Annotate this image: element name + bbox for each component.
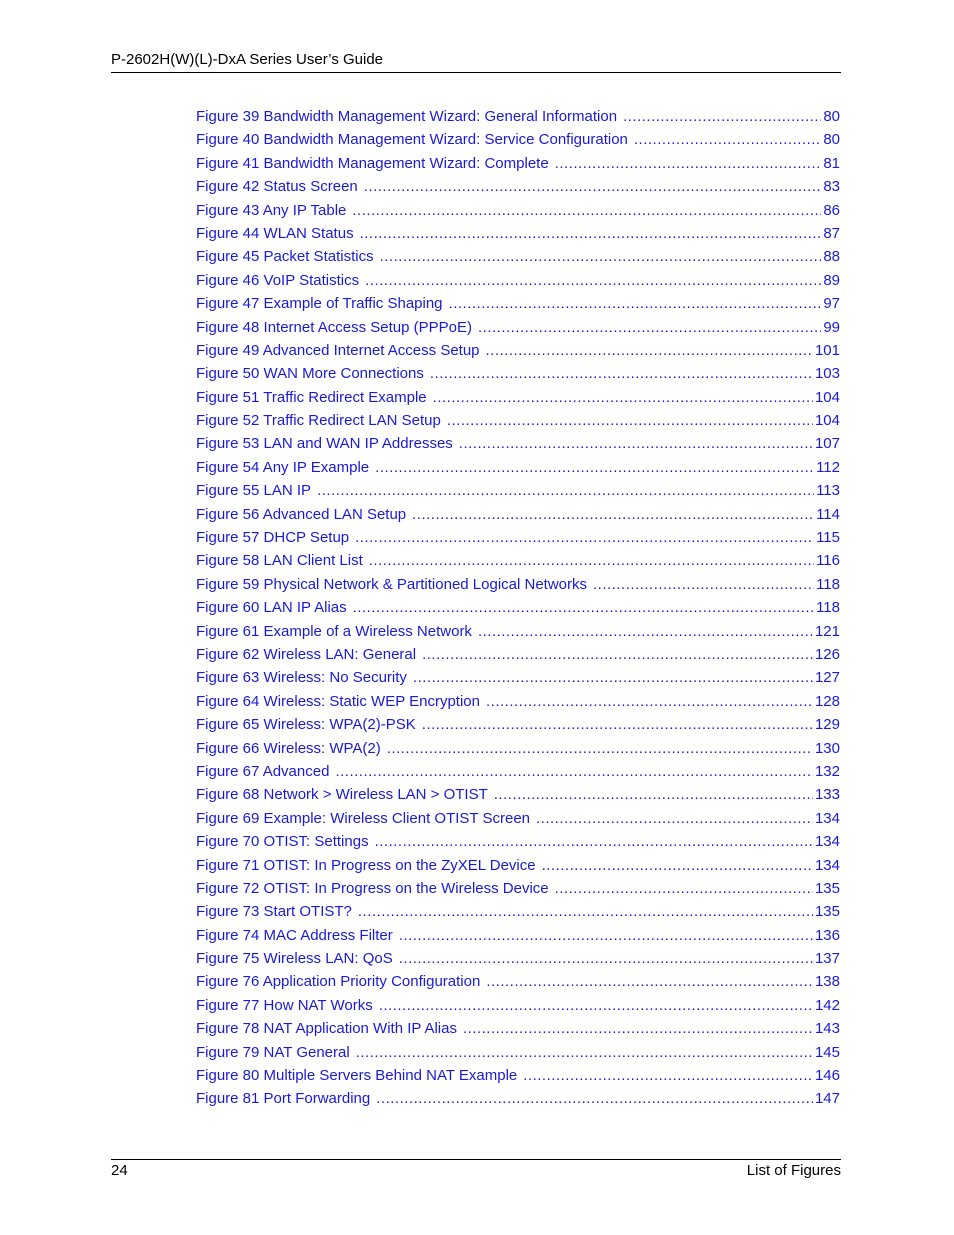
toc-entry-page[interactable]: 118 bbox=[816, 575, 840, 593]
dot-leader bbox=[486, 339, 813, 362]
dot-leader bbox=[542, 854, 813, 877]
toc-entry[interactable] bbox=[196, 175, 840, 198]
toc-entry[interactable] bbox=[196, 245, 840, 268]
toc-entry-page[interactable]: 81 bbox=[823, 154, 840, 172]
toc-entry-title[interactable]: Figure 48 Internet Access Setup (PPPoE) bbox=[196, 318, 472, 336]
toc-entry-page[interactable]: 133 bbox=[814, 786, 840, 804]
dot-leader bbox=[317, 479, 814, 502]
footer-section-title: List of Figures bbox=[746, 1162, 841, 1179]
header-divider bbox=[111, 72, 841, 73]
toc-entry-title[interactable]: Figure 46 VoIP Statistics bbox=[196, 271, 360, 289]
toc-entry-page[interactable]: 115 bbox=[816, 529, 840, 547]
dot-leader bbox=[555, 877, 813, 900]
toc-entry-title[interactable]: Figure 76 Application Priority Configuration bbox=[196, 973, 481, 991]
toc-entry-title[interactable]: Figure 44 WLAN Status bbox=[196, 224, 354, 242]
toc-entry-page[interactable]: 87 bbox=[823, 224, 840, 242]
toc-entry[interactable] bbox=[196, 128, 840, 151]
dot-leader bbox=[352, 199, 821, 222]
toc-entry[interactable] bbox=[196, 503, 840, 526]
toc-entry[interactable] bbox=[196, 830, 840, 853]
dot-leader bbox=[399, 947, 813, 970]
toc-entry-page[interactable]: 126 bbox=[814, 645, 840, 663]
toc-entry-title[interactable]: Figure 62 Wireless LAN: General bbox=[196, 645, 417, 663]
toc-entry-page[interactable]: 116 bbox=[816, 552, 840, 570]
toc-entry[interactable] bbox=[196, 596, 840, 619]
toc-entry-title[interactable]: Figure 60 LAN IP Alias bbox=[196, 599, 347, 617]
dot-leader bbox=[459, 432, 813, 455]
dot-leader bbox=[422, 713, 813, 736]
dot-leader bbox=[523, 1064, 813, 1087]
toc-entry[interactable] bbox=[196, 737, 840, 760]
footer-divider bbox=[111, 1159, 841, 1160]
toc-entry-title[interactable]: Figure 66 Wireless: WPA(2) bbox=[196, 739, 381, 757]
toc-entry[interactable] bbox=[196, 947, 840, 970]
dot-leader bbox=[379, 994, 813, 1017]
toc-entry-title[interactable]: Figure 81 Port Forwarding bbox=[196, 1090, 371, 1108]
toc-entry[interactable] bbox=[196, 573, 840, 596]
dot-leader bbox=[364, 175, 822, 198]
toc-entry-page[interactable]: 135 bbox=[814, 903, 840, 921]
toc-entry[interactable] bbox=[196, 409, 840, 432]
dot-leader bbox=[335, 760, 813, 783]
toc-entry-page[interactable]: 114 bbox=[816, 505, 840, 523]
toc-entry-page[interactable]: 101 bbox=[814, 341, 840, 359]
toc-entry-title[interactable]: Figure 68 Network > Wireless LAN > OTIST bbox=[196, 786, 488, 804]
toc-entry-title[interactable]: Figure 42 Status Screen bbox=[196, 178, 358, 196]
toc-entry[interactable] bbox=[196, 1064, 840, 1087]
toc-entry-page[interactable]: 145 bbox=[814, 1043, 840, 1061]
dot-leader bbox=[486, 690, 813, 713]
toc-entry-title[interactable]: Figure 78 NAT Application With IP Alias bbox=[196, 1020, 457, 1038]
dot-leader bbox=[360, 222, 822, 245]
toc-entry-title[interactable]: Figure 70 OTIST: Settings bbox=[196, 833, 369, 851]
toc-entry-page[interactable]: 147 bbox=[814, 1090, 840, 1108]
toc-entry-title[interactable]: Figure 71 OTIST: In Progress on the ZyXEL Device bbox=[196, 856, 536, 874]
dot-leader bbox=[365, 269, 821, 292]
toc-entry-page[interactable]: 99 bbox=[823, 318, 840, 336]
toc-entry[interactable] bbox=[196, 339, 840, 362]
toc-entry[interactable] bbox=[196, 760, 840, 783]
toc-entry-title[interactable]: Figure 77 How NAT Works bbox=[196, 996, 373, 1014]
toc-entry-page[interactable]: 112 bbox=[816, 458, 840, 476]
toc-entry-page[interactable]: 129 bbox=[814, 716, 840, 734]
toc-entry-title[interactable]: Figure 54 Any IP Example bbox=[196, 458, 370, 476]
footer-page-number: 24 bbox=[111, 1162, 128, 1179]
dot-leader bbox=[593, 573, 814, 596]
toc-entry-page[interactable]: 80 bbox=[823, 131, 840, 149]
toc-entry[interactable] bbox=[196, 316, 840, 339]
toc-entry[interactable] bbox=[196, 152, 840, 175]
toc-entry[interactable] bbox=[196, 970, 840, 993]
dot-leader bbox=[412, 503, 814, 526]
toc-entry[interactable] bbox=[196, 994, 840, 1017]
toc-entry[interactable] bbox=[196, 199, 840, 222]
dot-leader bbox=[413, 666, 813, 689]
dot-leader bbox=[375, 830, 813, 853]
toc-entry-title[interactable]: Figure 64 Wireless: Static WEP Encryption bbox=[196, 692, 480, 710]
toc-entry-page[interactable]: 103 bbox=[814, 365, 840, 383]
toc-entry-title[interactable]: Figure 55 LAN IP bbox=[196, 482, 312, 500]
toc-entry-title[interactable]: Figure 39 Bandwidth Management Wizard: General Information bbox=[196, 108, 618, 125]
toc-entry-page[interactable]: 134 bbox=[814, 833, 840, 851]
dot-leader bbox=[369, 549, 814, 572]
toc-entry[interactable] bbox=[196, 854, 840, 877]
toc-entry-page[interactable]: 137 bbox=[814, 950, 840, 968]
toc-entry[interactable] bbox=[196, 549, 840, 572]
toc-entry-page[interactable]: 130 bbox=[814, 739, 840, 757]
toc-entry[interactable] bbox=[196, 1087, 840, 1110]
toc-entry[interactable] bbox=[196, 783, 840, 806]
dot-leader bbox=[623, 105, 821, 128]
toc-entry[interactable] bbox=[196, 643, 840, 666]
toc-entry[interactable] bbox=[196, 362, 840, 385]
dot-leader bbox=[478, 316, 821, 339]
toc-entry-page[interactable]: 80 bbox=[823, 108, 840, 125]
toc-entry-title[interactable]: Figure 49 Advanced Internet Access Setup bbox=[196, 341, 480, 359]
toc-entry-title[interactable]: Figure 52 Traffic Redirect LAN Setup bbox=[196, 412, 441, 430]
toc-entry[interactable] bbox=[196, 666, 840, 689]
dot-leader bbox=[422, 643, 813, 666]
toc-entry-title[interactable]: Figure 73 Start OTIST? bbox=[196, 903, 352, 921]
toc-entry-title[interactable]: Figure 74 MAC Address Filter bbox=[196, 926, 393, 944]
dot-leader bbox=[358, 900, 813, 923]
toc-entry-title[interactable]: Figure 69 Example: Wireless Client OTIST Screen bbox=[196, 809, 531, 827]
toc-entry[interactable] bbox=[196, 690, 840, 713]
dot-leader bbox=[430, 362, 813, 385]
toc-entry-page[interactable]: 134 bbox=[814, 856, 840, 874]
dot-leader bbox=[634, 128, 821, 151]
toc-entry-title[interactable]: Figure 41 Bandwidth Management Wizard: Complete bbox=[196, 154, 549, 172]
toc-entry-page[interactable]: 142 bbox=[814, 996, 840, 1014]
toc-entry[interactable] bbox=[196, 432, 840, 455]
toc-entry-title[interactable]: Figure 67 Advanced bbox=[196, 762, 330, 780]
toc-entry-title[interactable]: Figure 59 Physical Network & Partitioned Logical Networks bbox=[196, 575, 588, 593]
toc-entry[interactable] bbox=[196, 807, 840, 830]
toc-entry[interactable] bbox=[196, 386, 840, 409]
toc-entry-title[interactable]: Figure 43 Any IP Table bbox=[196, 201, 347, 219]
toc-entry-title[interactable]: Figure 47 Example of Traffic Shaping bbox=[196, 295, 443, 313]
dot-leader bbox=[536, 807, 813, 830]
dot-leader bbox=[447, 409, 813, 432]
dot-leader bbox=[376, 1087, 813, 1110]
toc-entry[interactable] bbox=[196, 713, 840, 736]
toc-entry-page[interactable]: 86 bbox=[823, 201, 840, 219]
toc-entry[interactable] bbox=[196, 292, 840, 315]
toc-entry-page[interactable]: 121 bbox=[814, 622, 840, 640]
toc-entry-page[interactable]: 128 bbox=[814, 692, 840, 710]
dot-leader bbox=[486, 970, 813, 993]
toc-entry-title[interactable]: Figure 75 Wireless LAN: QoS bbox=[196, 950, 393, 968]
toc-entry[interactable] bbox=[196, 105, 840, 128]
toc-entry-title[interactable]: Figure 61 Example of a Wireless Network bbox=[196, 622, 472, 640]
dot-leader bbox=[380, 245, 822, 268]
toc-entry[interactable] bbox=[196, 900, 840, 923]
toc-entry-page[interactable]: 138 bbox=[814, 973, 840, 991]
toc-entry-page[interactable]: 113 bbox=[816, 482, 840, 500]
toc-entry-title[interactable]: Figure 79 NAT General bbox=[196, 1043, 350, 1061]
toc-entry[interactable] bbox=[196, 269, 840, 292]
dot-leader bbox=[433, 386, 813, 409]
dot-leader bbox=[356, 1041, 813, 1064]
toc-entry[interactable] bbox=[196, 620, 840, 643]
toc-entry-title[interactable]: Figure 63 Wireless: No Security bbox=[196, 669, 407, 687]
toc-entry[interactable] bbox=[196, 1041, 840, 1064]
toc-entry-page[interactable]: 104 bbox=[814, 412, 840, 430]
toc-entry-title[interactable]: Figure 58 LAN Client List bbox=[196, 552, 363, 570]
toc-entry-page[interactable]: 118 bbox=[816, 599, 840, 617]
dot-leader bbox=[399, 924, 813, 947]
dot-leader bbox=[478, 620, 813, 643]
toc-entry-title[interactable]: Figure 57 DHCP Setup bbox=[196, 529, 350, 547]
dot-leader bbox=[555, 152, 822, 175]
dot-leader bbox=[463, 1017, 813, 1040]
toc-entry-title[interactable]: Figure 80 Multiple Servers Behind NAT Example bbox=[196, 1067, 518, 1085]
toc-entry[interactable] bbox=[196, 526, 840, 549]
dot-leader bbox=[375, 456, 814, 479]
toc-entry-title[interactable]: Figure 65 Wireless: WPA(2)-PSK bbox=[196, 716, 416, 734]
dot-leader bbox=[494, 783, 813, 806]
toc-entry[interactable] bbox=[196, 222, 840, 245]
dot-leader bbox=[353, 596, 814, 619]
toc-entry-page[interactable]: 132 bbox=[814, 762, 840, 780]
toc-entry-page[interactable]: 107 bbox=[814, 435, 840, 453]
toc-entry-page[interactable]: 143 bbox=[814, 1020, 840, 1038]
toc-entry-title[interactable]: Figure 53 LAN and WAN IP Addresses bbox=[196, 435, 453, 453]
toc-entry-title[interactable]: Figure 51 Traffic Redirect Example bbox=[196, 388, 427, 406]
toc-entry-page[interactable]: 127 bbox=[814, 669, 840, 687]
header-title: P-2602H(W)(L)-DxA Series User’s Guide bbox=[111, 51, 384, 68]
toc-entry-page[interactable]: 135 bbox=[814, 879, 840, 897]
toc-entry-title[interactable]: Figure 72 OTIST: In Progress on the Wireless Device bbox=[196, 879, 549, 897]
dot-leader bbox=[449, 292, 822, 315]
toc-entry-title[interactable]: Figure 56 Advanced LAN Setup bbox=[196, 505, 407, 523]
toc-entry-page[interactable]: 88 bbox=[823, 248, 840, 266]
toc-entry[interactable] bbox=[196, 456, 840, 479]
toc-entry-page[interactable]: 89 bbox=[823, 271, 840, 289]
toc-entry[interactable] bbox=[196, 479, 840, 502]
toc-entry-page[interactable]: 104 bbox=[814, 388, 840, 406]
dot-leader bbox=[355, 526, 814, 549]
toc-entry-page[interactable]: 97 bbox=[823, 295, 840, 313]
toc-entry-title[interactable]: Figure 45 Packet Statistics bbox=[196, 248, 374, 266]
list-of-figures bbox=[196, 105, 840, 1111]
toc-entry[interactable] bbox=[196, 924, 840, 947]
toc-entry-page[interactable]: 146 bbox=[814, 1067, 840, 1085]
toc-entry[interactable] bbox=[196, 877, 840, 900]
dot-leader bbox=[387, 737, 813, 760]
toc-entry-title[interactable]: Figure 50 WAN More Connections bbox=[196, 365, 424, 383]
toc-entry[interactable] bbox=[196, 1017, 840, 1040]
toc-entry-page[interactable]: 83 bbox=[823, 178, 840, 196]
toc-entry-title[interactable]: Figure 40 Bandwidth Management Wizard: Service Configuration bbox=[196, 131, 628, 149]
toc-entry-page[interactable]: 136 bbox=[814, 926, 840, 944]
toc-entry-page[interactable]: 134 bbox=[814, 809, 840, 827]
